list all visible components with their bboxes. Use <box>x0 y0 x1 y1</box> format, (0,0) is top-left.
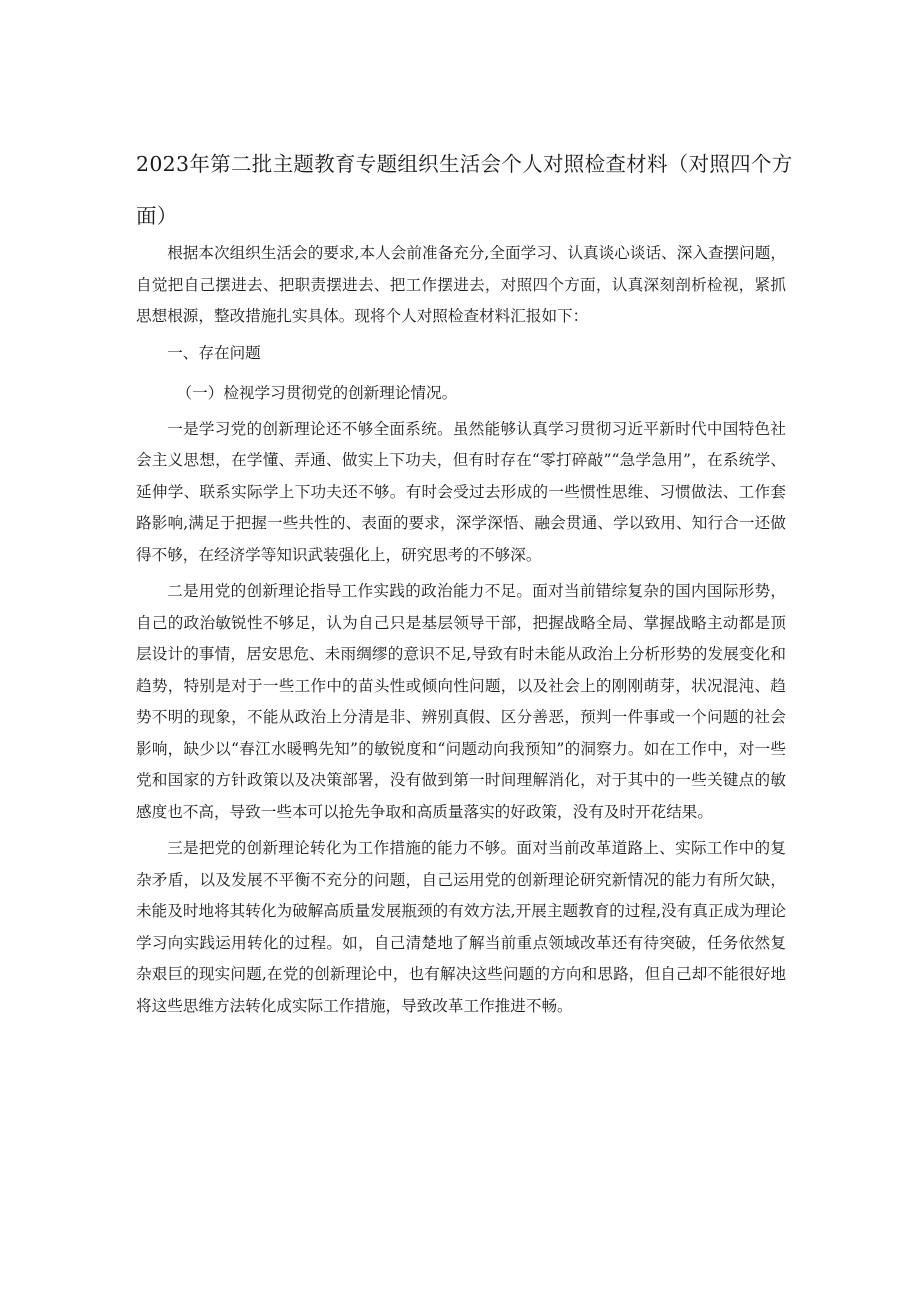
section-heading-problems: 一、存在问题 <box>167 343 261 362</box>
paragraph-one: 一是学习党的创新理论还不够全面系统。虽然能够认真学习贯彻习近平新时代中国特色社会主义思想，在学懂、弄通、做实上下功夫，但有时存在“零打碎敲”“急学急用”，在系统学、延伸学、联系实际学上下功夫还不够。有时会受过去形成的一些惯性思维、习惯做法、工作套路影响,满足于把握一些共性的、表面的要求，深学深悟、融会贯通、学以致用、知行合一还做得不够，在经济学等知识武装强化上，研究思考的不够深。 <box>136 419 786 564</box>
subsection-heading-theory: （一）检视学习贯彻党的创新理论情况。 <box>176 384 458 402</box>
paragraph-three: 三是把党的创新理论转化为工作措施的能力不够。面对当前改革道路上、实际工作中的复杂矛盾，以及发展不平衡不充分的问题，自己运用党的创新理论研究新情况的能力有所欠缺，未能及时地将其转化为破解高质量发展瓶颈的有效方法,开展主题教育的过程,没有真正成为理论学习向实践运用转化的过程。如，自己清楚地了解当前重点领域改革还有待突破，任务依然复杂艰巨的现实问题,在党的创新理论中，也有解决这些问题的方向和思路，但自己却不能很好地将这些思维方法转化成实际工作措施，导致改革工作推进不畅。 <box>136 839 786 1015</box>
paragraph-two: 二是用党的创新理论指导工作实践的政治能力不足。面对当前错综复杂的国内国际形势，自己的政治敏锐性不够足，认为自己只是基层领导干部，把握战略全局、掌握战略主动都是顶层设计的事情，居安思危、未雨绸缪的意识不足,导致有时未能从政治上分析形势的发展变化和趋势，特别是对于一些工作中的苗头性或倾向性问题，以及社会上的刚刚萌芽，状况混沌、趋势不明的现象，不能从政治上分清是非、辨别真假、区分善恶，预判一件事或一个问题的社会影响，缺少以“春江水暖鸭先知”的敏锐度和“问题动向我预知”的洞察力。如在工作中，对一些党和国家的方针政策以及决策部署，没有做到第一时间理解消化，对于其中的一些关键点的敏感度也不高，导致一些本可以抢先争取和高质量落实的好政策，没有及时开花结果。 <box>136 582 786 821</box>
document-title: 2023年第二批主题教育专题组织生活会个人对照检查材料（对照四个方面） <box>136 152 793 228</box>
document-body <box>136 238 786 1027</box>
intro-paragraph: 根据本次组织生活会的要求,本人会前准备充分,全面学习、认真谈心谈话、深入查摆问题，自觉把自己摆进去、把职责摆进去、把工作摆进去，对照四个方面，认真深刻剖析检视，紧抓思想根源，整改措施扎实具体。现将个人对照检查材料汇报如下： <box>136 244 786 325</box>
